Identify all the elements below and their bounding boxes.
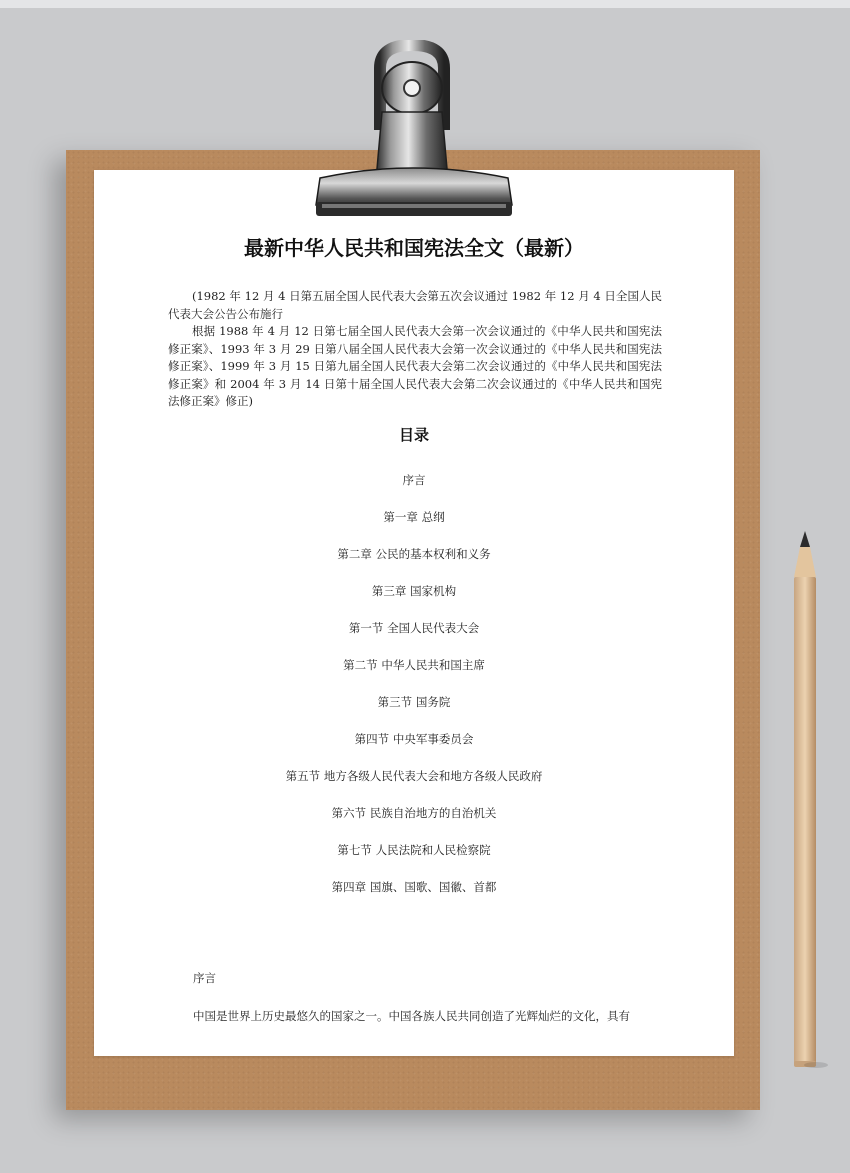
toc-item: 第六节 民族自治地方的自治机关 <box>331 806 497 820</box>
toc-item: 第一节 全国人民代表大会 <box>348 621 480 635</box>
binder-clip-icon <box>300 40 530 230</box>
toc-item: 第二节 中华人民共和国主席 <box>343 658 485 672</box>
toc-item: 第四章 国旗、国歌、国徽、首都 <box>331 880 497 894</box>
preamble <box>168 288 662 411</box>
section-title: 序言 <box>193 971 216 985</box>
toc-item: 第三节 国务院 <box>377 695 451 709</box>
preamble-paragraph-2: 根据 1988 年 4 月 12 日第七届全国人民代表大会第一次会议通过的《中华人民共和国宪法修正案》、1993 年 3 月 29 日第八届全国人民代表大会第一次会议通过的《中华人民共和国宪法修正案》、1999 年 3 月 15 日第九届全国人民代表大会第二次会议通过的《中华人民共和国宪法修正案》和 2004 年 3 月 14 日第十届全国人民代表大会第二次会议通过的《中华人民共和国宪法修正案》修正) <box>168 324 662 408</box>
toc-item: 第二章 公民的基本权利和义务 <box>337 547 491 561</box>
page-title: 最新中华人民共和国宪法全文（最新） <box>244 236 584 260</box>
toc-item: 序言 <box>402 473 426 487</box>
table-of-contents <box>94 470 734 914</box>
toc-item: 第三章 国家机构 <box>371 584 457 598</box>
toc-item: 第一章 总纲 <box>383 510 445 524</box>
top-strip <box>0 0 850 8</box>
preamble-paragraph-1: (1982 年 12 月 4 日第五届全国人民代表大会第五次会议通过 1982 年 12 月 4 日全国人民代表大会公告公布施行 <box>168 289 662 321</box>
toc-heading: 目录 <box>398 426 429 444</box>
toc-item: 第五节 地方各级人民代表大会和地方各级人民政府 <box>285 769 543 783</box>
document-page <box>94 170 734 1056</box>
pencil-icon <box>780 525 830 1085</box>
toc-item: 第七节 人民法院和人民检察院 <box>337 843 491 857</box>
body-paragraph: 中国是世界上历史最悠久的国家之一。中国各族人民共同创造了光辉灿烂的文化，具有 <box>193 1009 630 1023</box>
toc-item: 第四节 中央军事委员会 <box>354 732 474 746</box>
